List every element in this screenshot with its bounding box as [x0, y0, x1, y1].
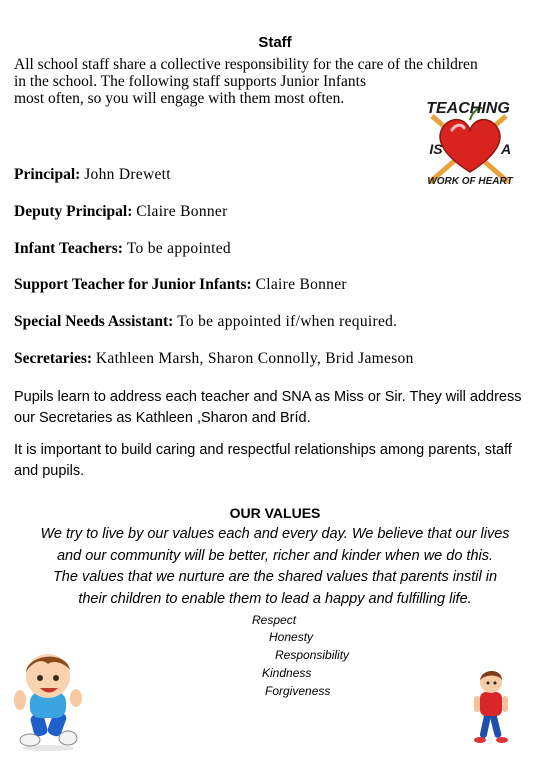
relationships-paragraph: It is important to build caring and respectful relationships among parents, staff and pupils.	[14, 442, 512, 479]
staff-role: Deputy Principal:	[14, 203, 133, 220]
intro-line: in the school. The following staff supports Junior Infants	[14, 73, 367, 90]
value-kindness: Kindness	[262, 666, 312, 680]
values-line: and our community will be better, richer and kinder when we do this.	[56, 547, 494, 564]
walking-boy-illustration	[468, 668, 514, 746]
values-text	[6, 524, 544, 610]
value-responsibility: Responsibility	[275, 648, 350, 662]
values-line: The values that we nurture are the shared values that parents instil in	[52, 569, 498, 585]
staff-row-deputy-principal	[14, 203, 228, 221]
page-title: Staff	[258, 34, 292, 51]
values-line: their children to enable them to lead a happy and fulfilling life.	[78, 590, 472, 607]
teaching-heart-badge	[418, 96, 522, 188]
staff-name: To be appointed if/when required.	[177, 313, 398, 330]
address-paragraph: Pupils learn to address each teacher and SNA as Miss or Sir. They will address our Secretaries as Kathleen ,Sharon and Bríd.	[14, 389, 522, 426]
staff-role: Support Teacher for Junior Infants:	[14, 276, 252, 293]
value-honesty: Honesty	[269, 630, 314, 644]
running-boy-illustration	[8, 648, 88, 752]
staff-role: Special Needs Assistant:	[14, 313, 174, 330]
staff-role: Infant Teachers:	[14, 240, 123, 257]
staff-row-secretaries	[14, 350, 414, 368]
intro-line: most often, so you will engage with them most often.	[14, 90, 345, 107]
staff-name: John Drewett	[84, 166, 171, 183]
staff-row-principal	[14, 166, 171, 184]
staff-name: To be appointed	[126, 240, 231, 257]
badge-left-text: IS	[429, 141, 443, 157]
intro-line: All school staff share a collective responsibility for the care of the children	[14, 56, 478, 73]
value-respect: Respect	[252, 613, 297, 627]
badge-right-text: A	[500, 141, 512, 157]
staff-row-support-teacher	[14, 276, 347, 294]
staff-role: Principal:	[14, 166, 81, 183]
values-line: We try to live by our values each and every day. We believe that our lives	[40, 526, 510, 542]
staff-name: Kathleen Marsh, Sharon Connolly, Brid Jameson	[95, 350, 414, 367]
staff-role: Secretaries:	[14, 350, 93, 367]
badge-bottom-text: WORK OF HEART	[427, 176, 513, 187]
values-heading: OUR VALUES	[229, 505, 321, 521]
staff-name: Claire Bonner	[136, 203, 228, 220]
value-forgiveness: Forgiveness	[265, 684, 331, 698]
badge-top-text: TEACHING	[426, 100, 510, 117]
staff-row-special-needs-assistant	[14, 313, 397, 331]
staff-row-infant-teachers	[14, 240, 231, 258]
staff-name: Claire Bonner	[255, 276, 347, 293]
